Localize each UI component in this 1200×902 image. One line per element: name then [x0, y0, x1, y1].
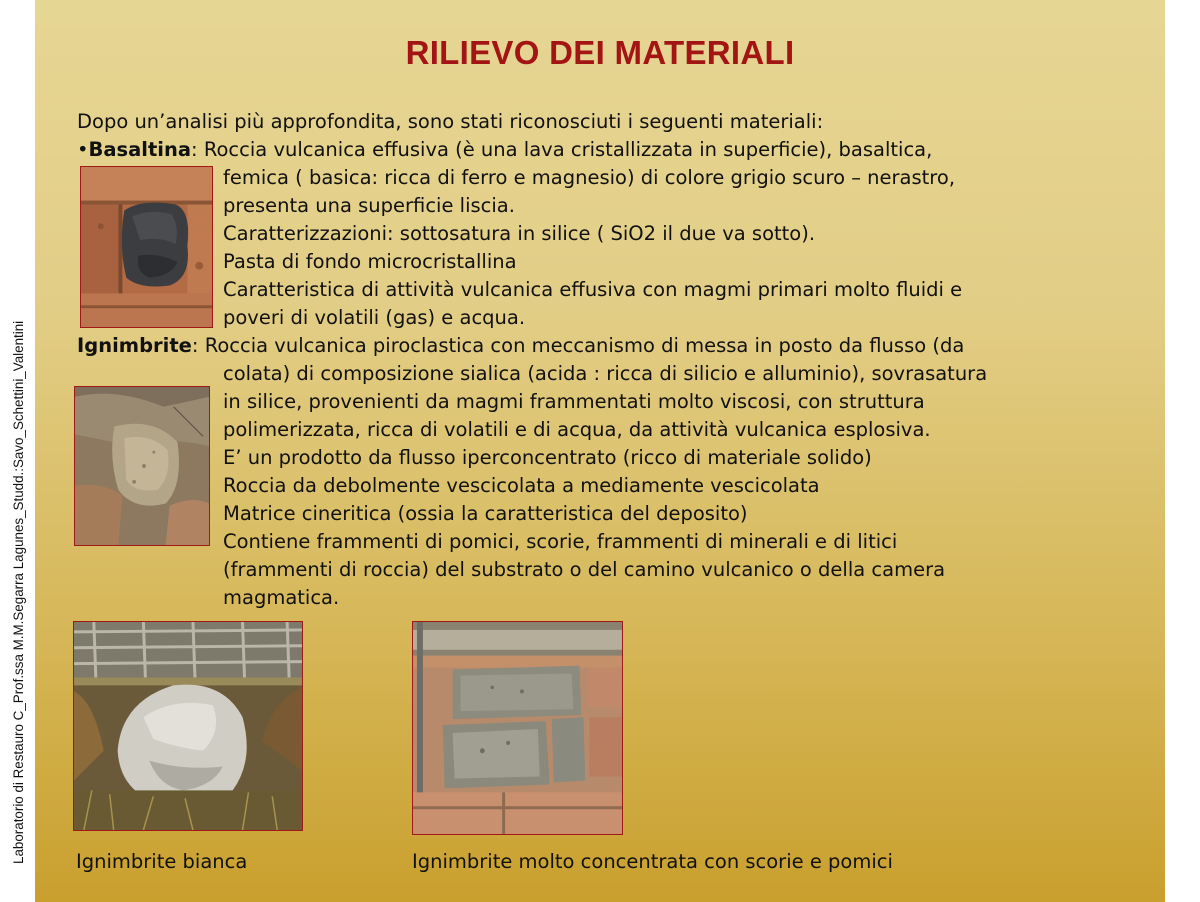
basaltina-heading [77, 136, 932, 164]
author-credit: Laboratorio di Restauro C_Prof.ssa M.M.Segarra Lagunes_Studd.:Savo_Schettini_Valentini [11, 320, 26, 864]
basaltina-photo [80, 166, 213, 328]
basaltina-colon: : [191, 138, 198, 161]
ignimbrite-line: E’ un prodotto da flusso iperconcentrato (ricco di materiale solido) [223, 446, 872, 469]
ignimbrite-line: colata) di composizione sialica (acida : ricca di silicio e alluminio), sovrasatura [223, 362, 988, 385]
caption-ignimbrite-concentrata: Ignimbrite molto concentrata con scorie e pomici [412, 850, 893, 873]
intro-text: Dopo un’analisi più approfondita, sono stati riconosciuti i seguenti materiali: [77, 110, 824, 133]
basaltina-line: femica ( basica: ricca di ferro e magnesio) di colore grigio scuro – nerastro, [223, 166, 956, 189]
caption-ignimbrite-bianca: Ignimbrite bianca [76, 850, 248, 873]
slide [35, 0, 1165, 902]
basaltina-line: Roccia vulcanica effusiva (è una lava cristallizzata in superficie), basaltica, [203, 138, 933, 161]
basaltina-line: poveri di volatili (gas) e acqua. [223, 306, 526, 329]
basaltina-line: Caratteristica di attività vulcanica effusiva con magmi primari molto fluidi e [223, 278, 963, 301]
ignimbrite-colon: : [191, 334, 199, 357]
ignimbrite-bianca-photo [73, 621, 303, 831]
ignimbrite-term: Ignimbrite [77, 334, 192, 357]
ignimbrite-concentrata-photo [412, 621, 623, 835]
ignimbrite-line: Roccia vulcanica piroclastica con meccanismo di messa in posto da flusso (da [204, 334, 965, 357]
ignimbrite-line: Contiene frammenti di pomici, scorie, frammenti di minerali e di litici [223, 530, 898, 553]
page-title: RILIEVO DEI MATERIALI [405, 34, 795, 71]
ignimbrite-line: Matrice cineritica (ossia la caratteristica del deposito) [223, 502, 748, 525]
basaltina-term: Basaltina [88, 138, 192, 161]
basaltina-line: Pasta di fondo microcristallina [223, 250, 517, 273]
ignimbrite-line: polimerizzata, ricca di volatili e di acqua, da attività vulcanica esplosiva. [223, 418, 931, 441]
ignimbrite-line: Roccia da debolmente vescicolata a mediamente vescicolata [223, 474, 820, 497]
ignimbrite-line: in silice, provenienti da magmi frammentati molto viscosi, con struttura [223, 390, 925, 413]
basaltina-line: presenta una superficie liscia. [223, 194, 515, 217]
ignimbrite-line: (frammenti di roccia) del substrato o del camino vulcanico o della camera [223, 558, 946, 581]
ignimbrite-line: magmatica. [223, 586, 340, 609]
ignimbrite-heading [77, 332, 964, 360]
basaltina-line: Caratterizzazioni: sottosatura in silice ( SiO2 il due va sotto). [223, 222, 816, 245]
bullet: • [77, 138, 89, 161]
ignimbrite-photo [74, 386, 210, 546]
